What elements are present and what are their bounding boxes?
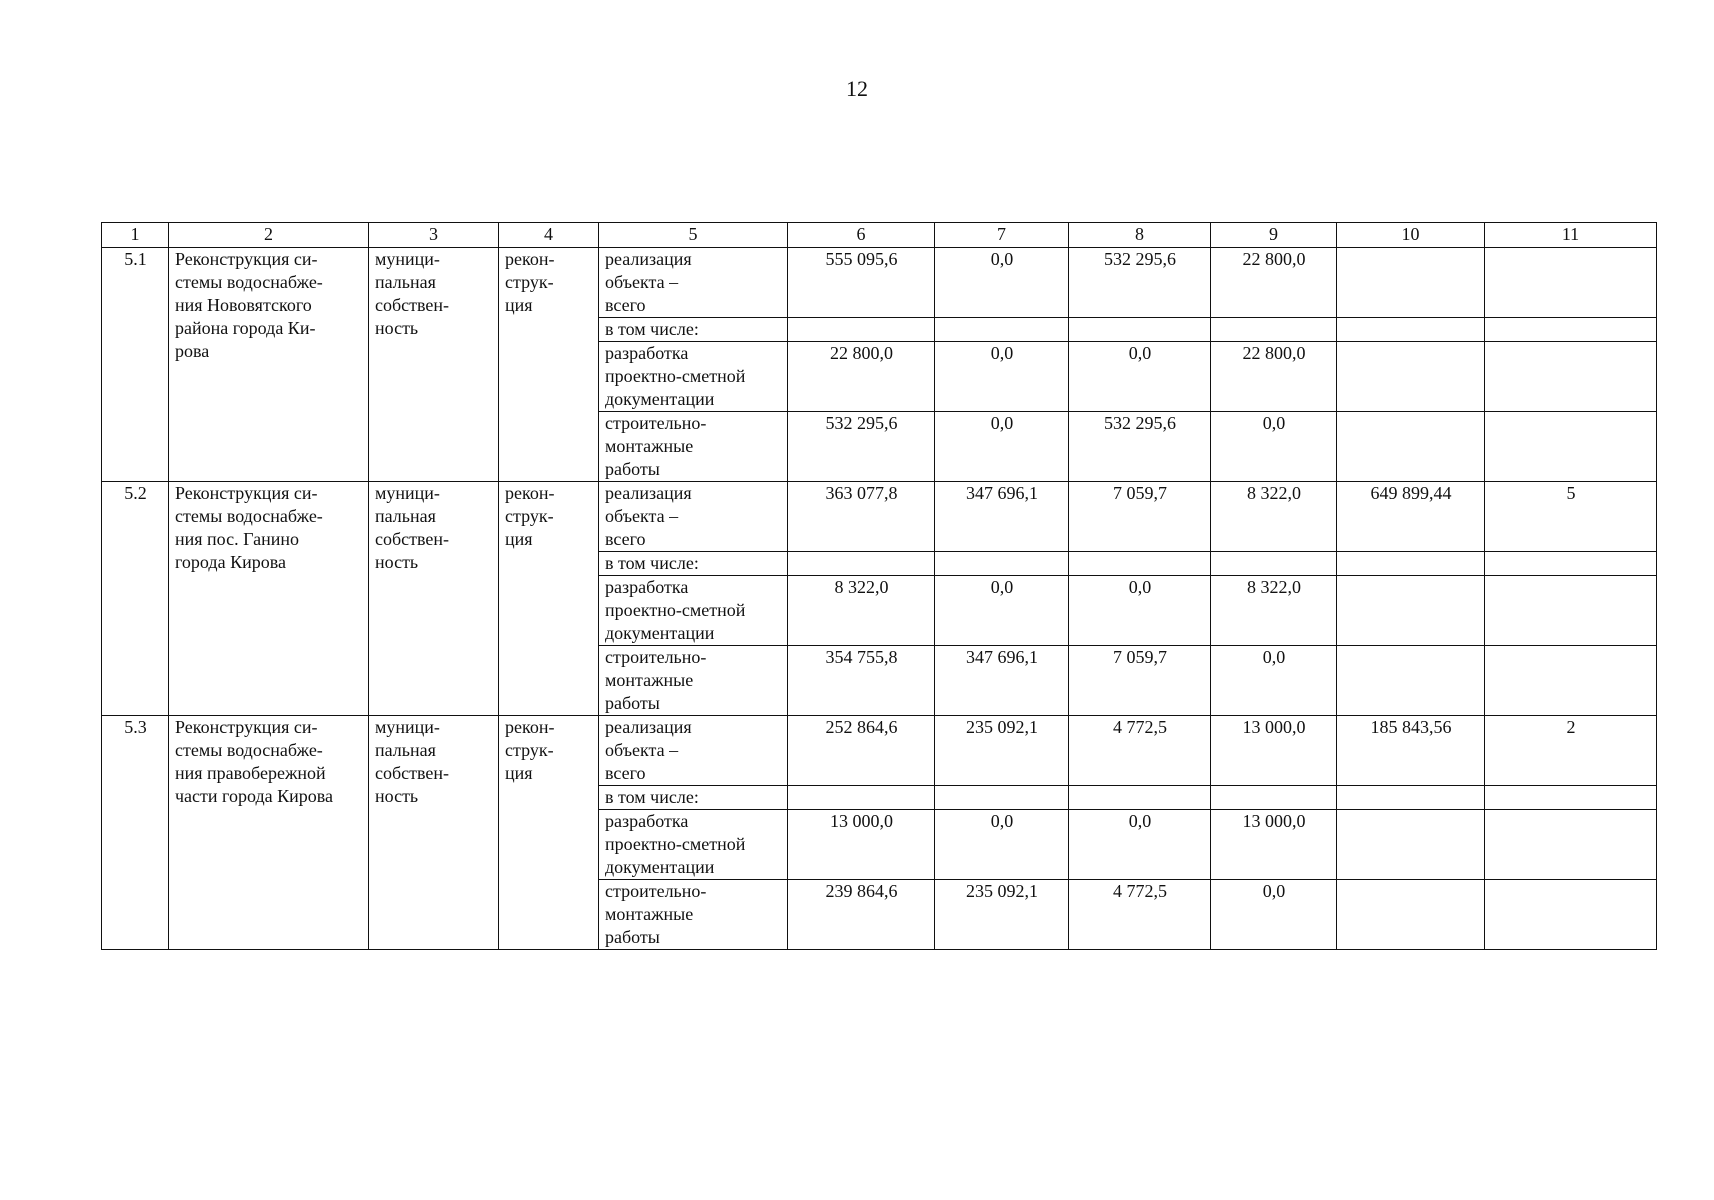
row-label: реализация объекта – всего: [599, 482, 788, 552]
row-label: разработка проектно-сметной документации: [599, 576, 788, 646]
value-col-10: [1337, 248, 1485, 318]
value-col-11: [1485, 342, 1657, 412]
value-col-8: 0,0: [1069, 342, 1211, 412]
column-number: 4: [499, 223, 599, 248]
column-number: 3: [369, 223, 499, 248]
row-total: [102, 482, 1657, 552]
row-total: [102, 716, 1657, 786]
value-col-10: [1337, 412, 1485, 482]
value-col-11: [1485, 810, 1657, 880]
column-number: 1: [102, 223, 169, 248]
work-type: рекон- струк- ция: [499, 248, 599, 482]
value-col-7: [935, 552, 1069, 576]
column-number: 2: [169, 223, 369, 248]
value-col-9: 22 800,0: [1211, 342, 1337, 412]
work-type: рекон- струк- ция: [499, 716, 599, 950]
value-col-6: 354 755,8: [788, 646, 935, 716]
value-col-7: 347 696,1: [935, 482, 1069, 552]
value-col-10: 185 843,56: [1337, 716, 1485, 786]
value-col-10: [1337, 810, 1485, 880]
column-number: 11: [1485, 223, 1657, 248]
value-col-10: [1337, 786, 1485, 810]
value-col-8: 532 295,6: [1069, 248, 1211, 318]
value-col-10: [1337, 318, 1485, 342]
value-col-8: [1069, 318, 1211, 342]
value-col-8: 4 772,5: [1069, 716, 1211, 786]
value-col-11: [1485, 248, 1657, 318]
value-col-11: [1485, 576, 1657, 646]
value-col-6: 239 864,6: [788, 880, 935, 950]
value-col-7: 0,0: [935, 342, 1069, 412]
row-label: в том числе:: [599, 318, 788, 342]
row-label: строительно- монтажные работы: [599, 646, 788, 716]
ownership: муници- пальная собствен- ность: [369, 482, 499, 716]
project-name: Реконструкция си- стемы водоснабже- ния Нововятского района города Ки- рова: [169, 248, 369, 482]
project-number: 5.1: [102, 248, 169, 482]
column-number: 6: [788, 223, 935, 248]
value-col-9: 8 322,0: [1211, 576, 1337, 646]
project-number: 5.3: [102, 716, 169, 950]
value-col-8: 0,0: [1069, 810, 1211, 880]
value-col-6: 555 095,6: [788, 248, 935, 318]
value-col-11: [1485, 880, 1657, 950]
value-col-10: 649 899,44: [1337, 482, 1485, 552]
work-type: рекон- струк- ция: [499, 482, 599, 716]
row-label: в том числе:: [599, 552, 788, 576]
value-col-11: [1485, 552, 1657, 576]
value-col-10: [1337, 646, 1485, 716]
row-label: строительно- монтажные работы: [599, 880, 788, 950]
value-col-8: [1069, 552, 1211, 576]
value-col-9: 13 000,0: [1211, 810, 1337, 880]
value-col-9: [1211, 318, 1337, 342]
row-label: в том числе:: [599, 786, 788, 810]
row-label: разработка проектно-сметной документации: [599, 810, 788, 880]
value-col-8: 7 059,7: [1069, 646, 1211, 716]
value-col-9: [1211, 552, 1337, 576]
value-col-7: [935, 786, 1069, 810]
project-name: Реконструкция си- стемы водоснабже- ния правобережной части города Кирова: [169, 716, 369, 950]
row-total: [102, 248, 1657, 318]
value-col-7: [935, 318, 1069, 342]
column-number-row: [102, 223, 1657, 248]
value-col-11: [1485, 786, 1657, 810]
value-col-9: 0,0: [1211, 880, 1337, 950]
column-number: 8: [1069, 223, 1211, 248]
project-number: 5.2: [102, 482, 169, 716]
row-label: разработка проектно-сметной документации: [599, 342, 788, 412]
value-col-7: 347 696,1: [935, 646, 1069, 716]
value-col-6: [788, 552, 935, 576]
value-col-10: [1337, 576, 1485, 646]
row-label: строительно- монтажные работы: [599, 412, 788, 482]
value-col-9: [1211, 786, 1337, 810]
page-number: 12: [846, 76, 868, 101]
ownership: муници- пальная собствен- ность: [369, 716, 499, 950]
value-col-9: 22 800,0: [1211, 248, 1337, 318]
value-col-10: [1337, 552, 1485, 576]
value-col-6: [788, 786, 935, 810]
value-col-7: 0,0: [935, 810, 1069, 880]
value-col-9: 0,0: [1211, 646, 1337, 716]
value-col-7: 235 092,1: [935, 716, 1069, 786]
value-col-8: 0,0: [1069, 576, 1211, 646]
value-col-7: 235 092,1: [935, 880, 1069, 950]
investment-table: [101, 222, 1657, 950]
column-number: 9: [1211, 223, 1337, 248]
value-col-6: 363 077,8: [788, 482, 935, 552]
value-col-11: [1485, 412, 1657, 482]
project-name: Реконструкция си- стемы водоснабже- ния пос. Ганино города Кирова: [169, 482, 369, 716]
value-col-6: 532 295,6: [788, 412, 935, 482]
value-col-7: 0,0: [935, 412, 1069, 482]
value-col-8: 532 295,6: [1069, 412, 1211, 482]
value-col-6: 22 800,0: [788, 342, 935, 412]
column-number: 5: [599, 223, 788, 248]
row-label: реализация объекта – всего: [599, 248, 788, 318]
value-col-11: 5: [1485, 482, 1657, 552]
column-number: 7: [935, 223, 1069, 248]
value-col-9: 0,0: [1211, 412, 1337, 482]
value-col-11: [1485, 646, 1657, 716]
value-col-6: 252 864,6: [788, 716, 935, 786]
value-col-8: [1069, 786, 1211, 810]
value-col-6: [788, 318, 935, 342]
value-col-10: [1337, 880, 1485, 950]
value-col-9: 13 000,0: [1211, 716, 1337, 786]
value-col-11: [1485, 318, 1657, 342]
ownership: муници- пальная собствен- ность: [369, 248, 499, 482]
value-col-7: 0,0: [935, 576, 1069, 646]
value-col-8: 7 059,7: [1069, 482, 1211, 552]
row-label: реализация объекта – всего: [599, 716, 788, 786]
value-col-10: [1337, 342, 1485, 412]
value-col-9: 8 322,0: [1211, 482, 1337, 552]
value-col-7: 0,0: [935, 248, 1069, 318]
value-col-8: 4 772,5: [1069, 880, 1211, 950]
value-col-6: 13 000,0: [788, 810, 935, 880]
column-number: 10: [1337, 223, 1485, 248]
value-col-11: 2: [1485, 716, 1657, 786]
value-col-6: 8 322,0: [788, 576, 935, 646]
